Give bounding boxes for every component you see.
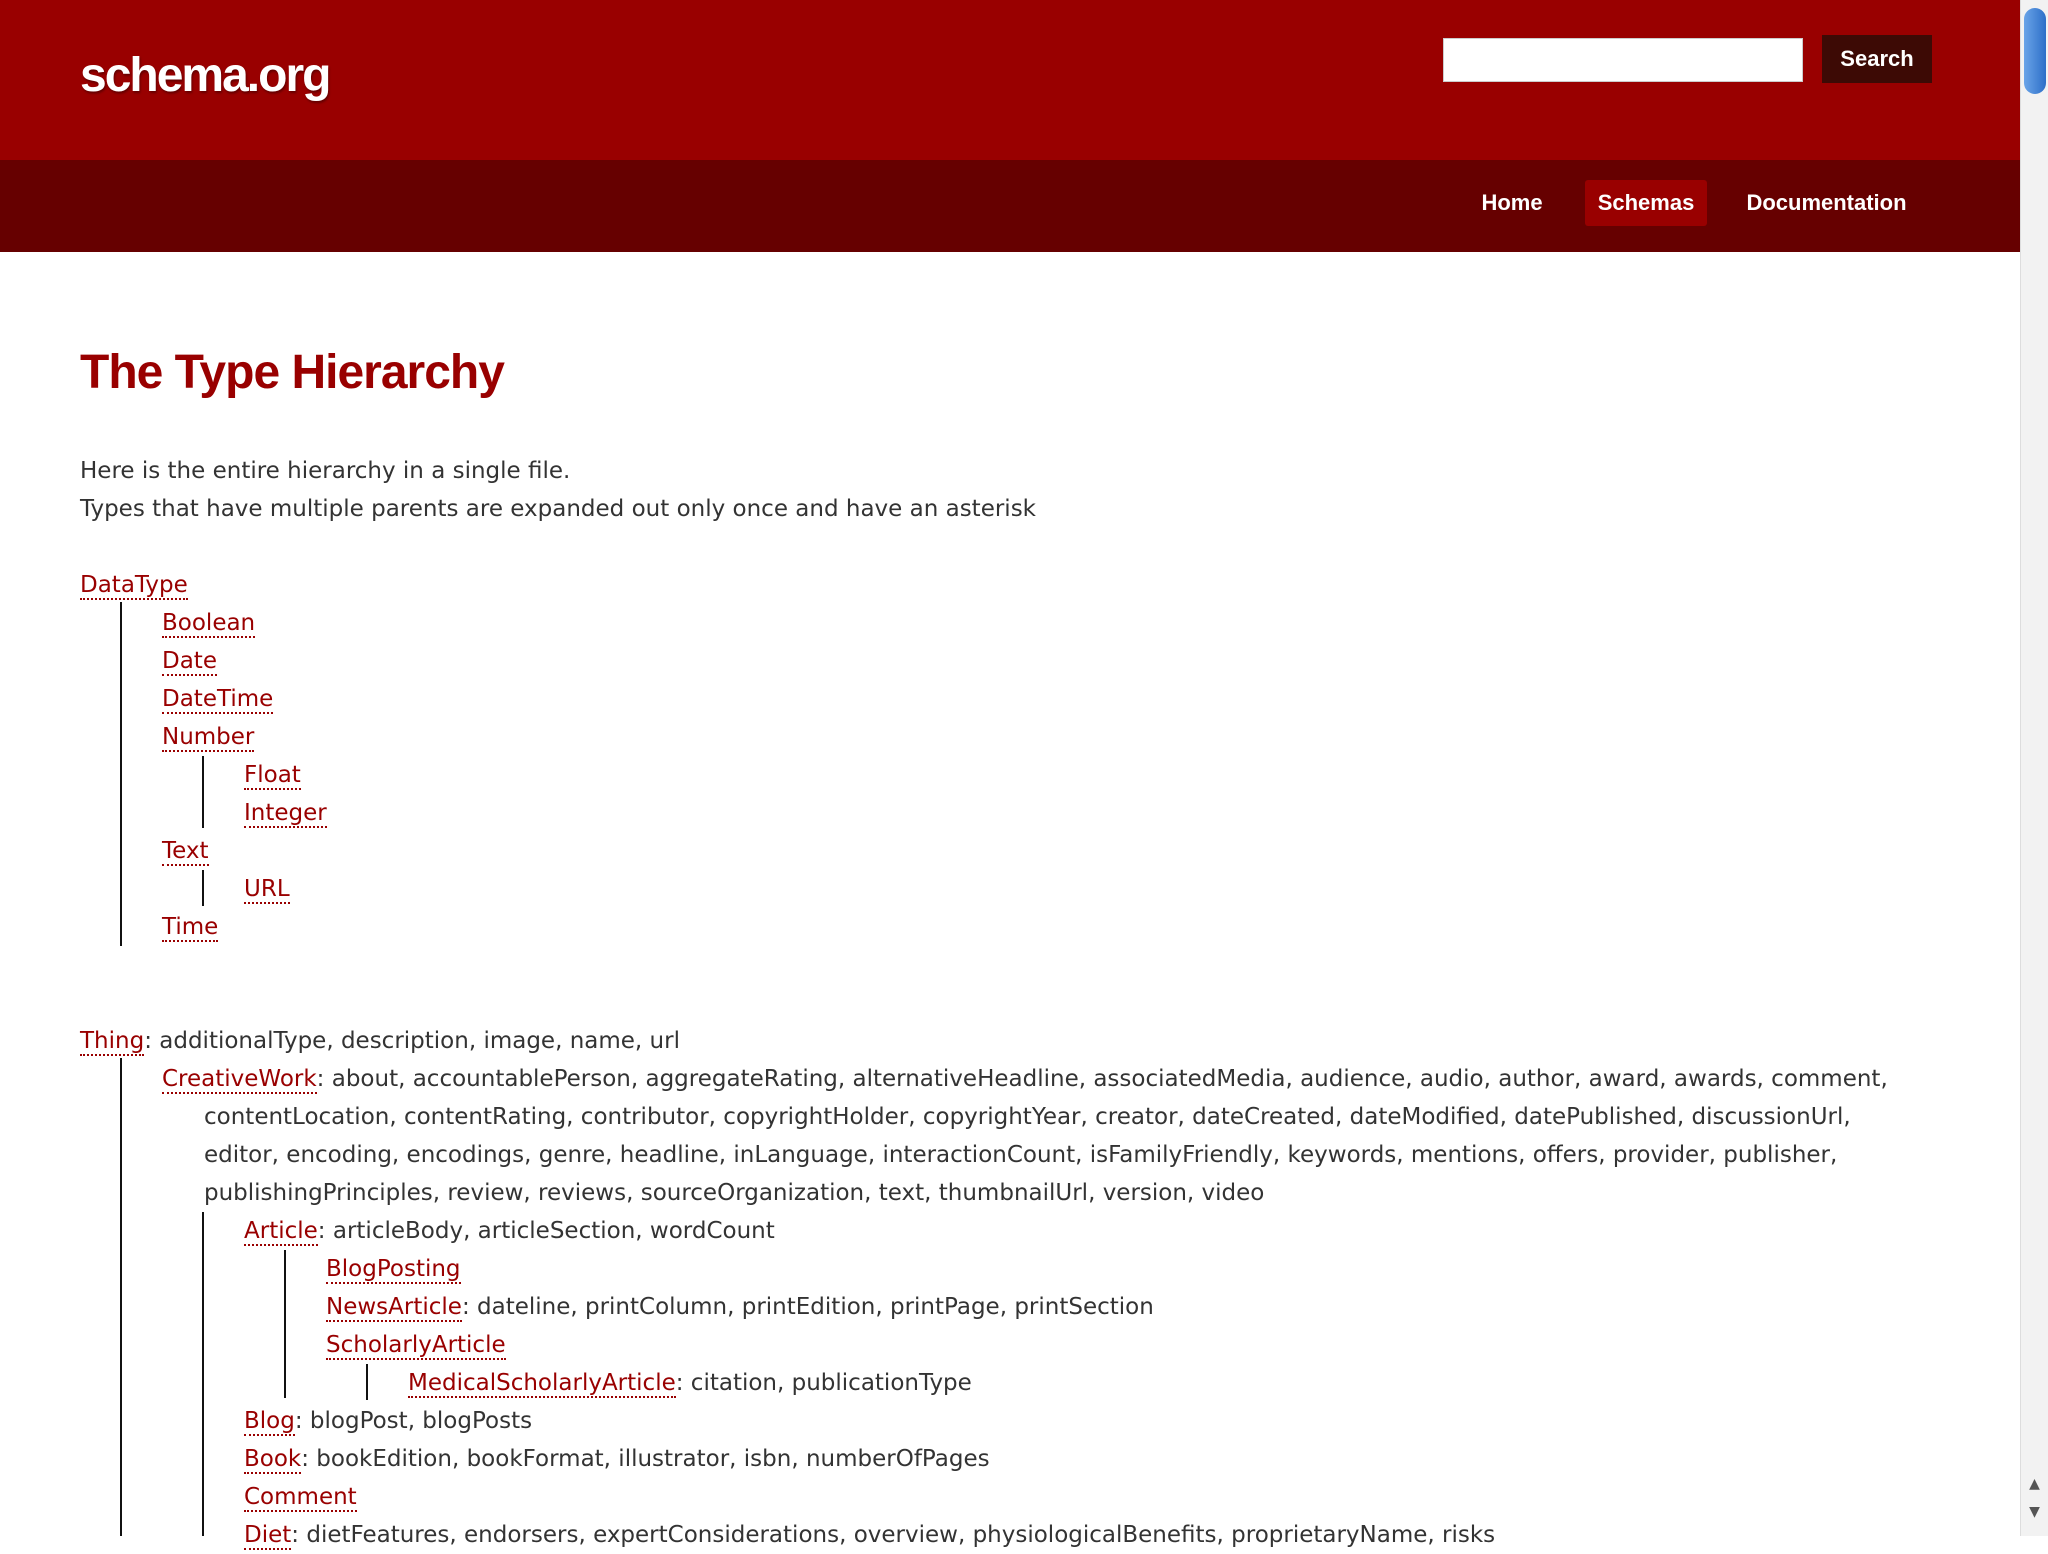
- tree-item-boolean: [162, 604, 255, 642]
- nav-bar: [0, 160, 2020, 252]
- type-link[interactable]: MedicalScholarlyArticle: [408, 1370, 676, 1396]
- tree-item-book: [244, 1440, 990, 1478]
- type-link[interactable]: Boolean: [162, 610, 256, 636]
- type-link[interactable]: Comment: [244, 1484, 357, 1510]
- type-link[interactable]: Number: [162, 724, 255, 750]
- type-link[interactable]: Integer: [244, 800, 327, 826]
- type-link[interactable]: NewsArticle: [326, 1294, 462, 1320]
- tree-item-date: [162, 642, 217, 680]
- nav-documentation[interactable]: Documentation: [1746, 190, 1907, 215]
- type-link[interactable]: Blog: [244, 1408, 295, 1434]
- intro-text-line-1: Here is the entire hierarchy in a single file.: [80, 458, 571, 484]
- tree-item-float: [244, 756, 301, 794]
- type-properties: : citation, publicationType: [675, 1370, 972, 1396]
- type-properties: : dietFeatures, endorsers, expertConsiderations, overview, physiologicalBenefits, proprietaryName, risks: [291, 1522, 1496, 1548]
- tree-item-comment: [244, 1478, 357, 1516]
- type-link[interactable]: Book: [244, 1446, 302, 1472]
- tree-connector: [202, 756, 204, 828]
- type-link[interactable]: BlogPosting: [326, 1256, 461, 1282]
- tree-item-datetime: [162, 680, 273, 718]
- type-link[interactable]: Text: [162, 838, 209, 864]
- nav-home[interactable]: Home: [1481, 190, 1543, 215]
- header-bar: [0, 0, 2020, 160]
- type-link[interactable]: Diet: [244, 1522, 292, 1548]
- type-link[interactable]: Article: [244, 1218, 318, 1244]
- tree-connector: [366, 1364, 368, 1400]
- tree-item-time: [162, 908, 218, 946]
- type-link[interactable]: DateTime: [162, 686, 274, 712]
- type-link[interactable]: URL: [244, 876, 290, 902]
- tree-item-blogposting: [326, 1250, 461, 1288]
- type-properties: : blogPost, blogPosts: [294, 1408, 533, 1434]
- tree-item-integer: [244, 794, 327, 832]
- tree-item-article: [244, 1212, 775, 1250]
- search-button[interactable]: Search: [1822, 35, 1932, 83]
- nav-schemas[interactable]: Schemas: [1585, 180, 1707, 226]
- search-input[interactable]: [1443, 38, 1803, 82]
- type-link[interactable]: Float: [244, 762, 301, 788]
- type-link[interactable]: ScholarlyArticle: [326, 1332, 506, 1358]
- properties-continuation: contentLocation, contentRating, contributor, copyrightHolder, copyrightYear, creator, dateCreated, dateModified, datePublished, discussionUrl,: [204, 1104, 1851, 1130]
- vertical-scrollbar[interactable]: [2020, 0, 2048, 1536]
- tree-item-thing: [80, 1022, 680, 1060]
- tree-item-number: [162, 718, 254, 756]
- tree-item-datatype: [80, 566, 188, 604]
- tree-item-diet: [244, 1516, 1495, 1554]
- tree-item-medicalscholarlyarticle: [408, 1364, 972, 1402]
- tree-item-url: [244, 870, 290, 908]
- scroll-up-arrow-icon[interactable]: ▲: [2029, 1476, 2040, 1492]
- type-link[interactable]: CreativeWork: [162, 1066, 317, 1092]
- tree-item-newsarticle: [326, 1288, 1154, 1326]
- type-link[interactable]: Date: [162, 648, 217, 674]
- tree-connector: [284, 1250, 286, 1398]
- type-properties: : additionalType, description, image, name, url: [144, 1028, 680, 1054]
- type-properties: : bookEdition, bookFormat, illustrator, isbn, numberOfPages: [301, 1446, 990, 1472]
- type-properties: : dateline, printColumn, printEdition, printPage, printSection: [461, 1294, 1154, 1320]
- page-title: The Type Hierarchy: [80, 346, 504, 399]
- type-link[interactable]: Thing: [80, 1028, 145, 1054]
- site-logo[interactable]: schema.org: [80, 49, 330, 102]
- scroll-down-arrow-icon[interactable]: ▼: [2029, 1504, 2040, 1520]
- tree-item-text: [162, 832, 209, 870]
- tree-item-blog: [244, 1402, 532, 1440]
- properties-continuation: publishingPrinciples, review, reviews, sourceOrganization, text, thumbnailUrl, version, video: [204, 1180, 1265, 1206]
- tree-connector: [120, 1058, 122, 1536]
- type-link[interactable]: DataType: [80, 572, 188, 598]
- properties-continuation: editor, encoding, encodings, genre, headline, inLanguage, interactionCount, isFamilyFriendly, keywords, mentions, offers, provider, publisher,: [204, 1142, 1838, 1168]
- tree-connector: [202, 1212, 204, 1536]
- scrollbar-thumb[interactable]: [2024, 8, 2046, 94]
- tree-item-creativework: [162, 1060, 1888, 1098]
- type-properties: : about, accountablePerson, aggregateRating, alternativeHeadline, associatedMedia, audience, audio, author, award, awards, comment,: [316, 1066, 1888, 1092]
- tree-item-scholarlyarticle: [326, 1326, 506, 1364]
- tree-connector: [120, 602, 122, 946]
- intro-text-line-2: Types that have multiple parents are expanded out only once and have an asterisk: [80, 496, 1036, 522]
- type-link[interactable]: Time: [162, 914, 219, 940]
- tree-connector: [202, 870, 204, 906]
- type-properties: : articleBody, articleSection, wordCount: [317, 1218, 775, 1244]
